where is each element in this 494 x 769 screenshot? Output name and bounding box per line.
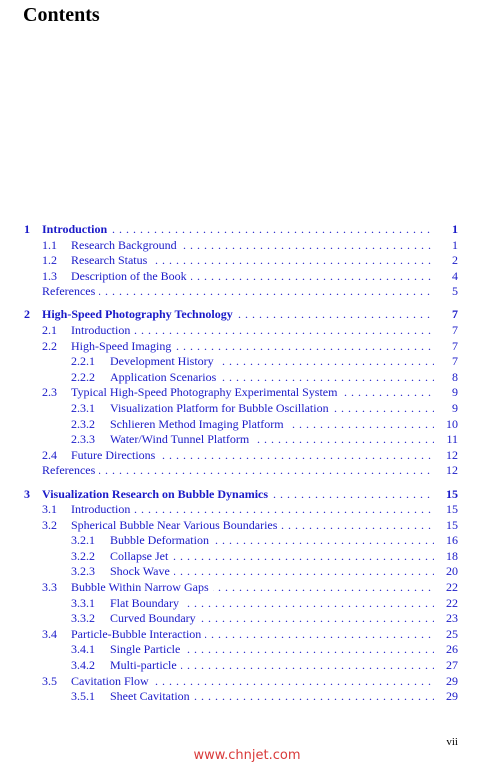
toc-entry-label: [110, 533, 434, 549]
toc-section-entry[interactable]: [0, 642, 494, 658]
toc-entry-title: References: [42, 284, 99, 298]
toc-entry-page: 12: [443, 448, 458, 464]
toc-entry-title: Description of the Book: [71, 269, 191, 283]
toc-section-entry[interactable]: [0, 370, 494, 386]
page-title: Contents: [23, 4, 100, 26]
toc-entry-label: [110, 370, 434, 386]
toc-entry-title: Single Particle: [110, 642, 184, 656]
toc-entry-number: 3.3.2: [71, 611, 95, 626]
toc-section-entry[interactable]: [0, 564, 494, 580]
toc-entry-page: 5: [449, 284, 458, 300]
toc-chapter-entry[interactable]: [0, 307, 494, 323]
toc-section-entry[interactable]: [0, 354, 494, 370]
toc-entry-label: [110, 401, 434, 417]
toc-entry-number: 3.3.1: [71, 595, 95, 610]
toc-entry-label: [110, 642, 434, 658]
toc-entry-page: 7: [449, 354, 458, 370]
toc-entry-title: High-Speed Imaging: [71, 339, 175, 353]
toc-entry-number: 1.3: [42, 268, 57, 283]
toc-entry-number: 3.1: [42, 502, 57, 517]
toc-entry-title: Shock Wave: [110, 564, 174, 578]
toc-entry-label: [71, 253, 434, 269]
toc-entry-label: [110, 596, 434, 612]
toc-chapter-entry[interactable]: [0, 222, 494, 238]
toc-entry-page: 7: [449, 307, 458, 323]
chapter-gap: [0, 300, 494, 308]
toc-entry-page: 9: [449, 385, 458, 401]
toc-entry-title: References: [42, 463, 99, 477]
toc-entry-label: [42, 222, 434, 238]
toc-entry-title: Research Background: [71, 238, 181, 252]
toc-entry-number: 3.2: [42, 517, 57, 532]
toc-entry-page: 29: [443, 674, 458, 690]
toc-entry-number: 1.2: [42, 253, 57, 268]
watermark: www.chnjet.com: [193, 748, 301, 763]
toc-entry-label: [110, 689, 434, 705]
toc-entry-label: [71, 238, 434, 254]
toc-entry-page: 22: [443, 596, 458, 612]
toc-entry-page: 11: [443, 432, 458, 448]
toc-entry-page: 12: [443, 463, 458, 479]
toc-section-entry[interactable]: [0, 253, 494, 269]
toc-entry-label: [71, 448, 434, 464]
toc-references-entry[interactable]: [0, 463, 494, 479]
toc-section-entry[interactable]: [0, 323, 494, 339]
toc-entry-page: 15: [443, 502, 458, 518]
toc-entry-title: Spherical Bubble Near Various Boundaries: [71, 518, 281, 532]
toc-entry-number: 3.5.1: [71, 689, 95, 704]
toc-entry-number: 2.3.3: [71, 432, 95, 447]
toc-entry-title: Bubble Deformation: [110, 533, 213, 547]
toc-entry-title: Visualization Research on Bubble Dynamics: [42, 487, 272, 501]
toc-entry-number: 3.4: [42, 626, 57, 641]
toc-section-entry[interactable]: [0, 689, 494, 705]
toc-entry-label: [71, 339, 434, 355]
toc-entry-number: 2.2.2: [71, 369, 95, 384]
toc-entry-label: [42, 487, 434, 503]
toc-section-entry[interactable]: [0, 658, 494, 674]
toc-entry-label: [71, 502, 434, 518]
toc-entry-title: Curved Boundary: [110, 611, 200, 625]
toc-entry-page: 10: [443, 417, 458, 433]
toc-entry-number: 2.2.1: [71, 354, 95, 369]
toc-section-entry[interactable]: [0, 611, 494, 627]
toc-entry-page: 20: [443, 564, 458, 580]
toc-entry-page: 27: [443, 658, 458, 674]
toc-entry-number: 2.3.1: [71, 401, 95, 416]
toc-entry-title: Typical High-Speed Photography Experimental System: [71, 385, 341, 399]
toc-section-entry[interactable]: [0, 533, 494, 549]
toc-entry-page: 7: [449, 323, 458, 339]
toc-entry-label: [71, 518, 434, 534]
chapter-gap: [0, 479, 494, 487]
table-of-contents: [0, 222, 494, 705]
toc-entry-page: 15: [443, 518, 458, 534]
toc-entry-title: Development History: [110, 354, 218, 368]
toc-entry-number: 2.2: [42, 338, 57, 353]
toc-entry-label: [110, 658, 434, 674]
toc-entry-number: 2.3.2: [71, 416, 95, 431]
toc-entry-page: 23: [443, 611, 458, 627]
toc-entry-page: 1: [449, 238, 458, 254]
toc-entry-title: Research Status: [71, 253, 151, 267]
toc-entry-label: [110, 354, 434, 370]
toc-section-entry[interactable]: [0, 339, 494, 355]
toc-entry-page: 2: [449, 253, 458, 269]
toc-entry-number: 3.4.1: [71, 642, 95, 657]
toc-entry-number: 2.4: [42, 447, 57, 462]
toc-references-entry[interactable]: [0, 284, 494, 300]
toc-section-entry[interactable]: [0, 417, 494, 433]
toc-entry-label: [110, 432, 434, 448]
toc-entry-page: 22: [443, 580, 458, 596]
toc-entry-label: [71, 385, 434, 401]
toc-section-entry[interactable]: [0, 674, 494, 690]
toc-section-entry[interactable]: [0, 580, 494, 596]
toc-section-entry[interactable]: [0, 502, 494, 518]
toc-entry-page: 7: [449, 339, 458, 355]
toc-entry-title: Bubble Within Narrow Gaps: [71, 580, 213, 594]
toc-entry-title: Introduction: [71, 502, 134, 516]
toc-entry-number: 3.2.1: [71, 533, 95, 548]
toc-entry-page: 1: [449, 222, 458, 238]
toc-entry-number: 1: [24, 222, 30, 236]
toc-entry-page: 29: [443, 689, 458, 705]
page-number: vii: [446, 736, 458, 748]
toc-entry-label: [110, 549, 434, 565]
toc-entry-page: 8: [449, 370, 458, 386]
toc-entry-title: Introduction: [71, 323, 134, 337]
toc-entry-title: Schlieren Method Imaging Platform: [110, 417, 288, 431]
toc-entry-title: Cavitation Flow: [71, 674, 153, 688]
toc-entry-title: Multi-particle: [110, 658, 181, 672]
toc-section-entry[interactable]: [0, 448, 494, 464]
toc-entry-page: 26: [443, 642, 458, 658]
toc-entry-label: [110, 417, 434, 433]
toc-entry-number: 2.1: [42, 323, 57, 338]
toc-section-entry[interactable]: [0, 596, 494, 612]
toc-entry-page: 9: [449, 401, 458, 417]
toc-entry-number: 3.5: [42, 673, 57, 688]
toc-entry-number: 3.2.2: [71, 548, 95, 563]
toc-entry-title: High-Speed Photography Technology: [42, 307, 237, 321]
toc-section-entry[interactable]: [0, 627, 494, 643]
toc-entry-title: Flat Boundary: [110, 596, 183, 610]
toc-entry-title: Application Scenarios: [110, 370, 220, 384]
toc-entry-label: [71, 269, 434, 285]
toc-section-entry[interactable]: [0, 385, 494, 401]
toc-entry-title: Particle-Bubble Interaction: [71, 627, 205, 641]
toc-section-entry[interactable]: [0, 518, 494, 534]
toc-section-entry[interactable]: [0, 269, 494, 285]
toc-entry-label: [71, 674, 434, 690]
toc-entry-number: 3: [24, 486, 30, 501]
toc-entry-page: 25: [443, 627, 458, 643]
toc-entry-number: 3.2.3: [71, 564, 95, 579]
toc-section-entry[interactable]: [0, 401, 494, 417]
toc-entry-label: [71, 627, 434, 643]
toc-entry-page: 15: [443, 487, 458, 503]
toc-entry-label: [42, 307, 434, 323]
toc-entry-title: Water/Wind Tunnel Platform: [110, 432, 253, 446]
toc-entry-title: Sheet Cavitation: [110, 689, 194, 703]
toc-chapter-entry[interactable]: [0, 487, 494, 503]
toc-entry-label: [42, 463, 434, 479]
toc-entry-page: 4: [449, 269, 458, 285]
toc-entry-label: [42, 284, 434, 300]
toc-section-entry[interactable]: [0, 238, 494, 254]
toc-entry-page: 16: [443, 533, 458, 549]
toc-section-entry[interactable]: [0, 432, 494, 448]
toc-entry-number: 1.1: [42, 237, 57, 252]
toc-entry-number: 2: [24, 307, 30, 322]
toc-entry-title: Introduction: [42, 222, 111, 236]
toc-entry-page: 18: [443, 549, 458, 565]
toc-entry-number: 2.3: [42, 385, 57, 400]
toc-entry-title: Visualization Platform for Bubble Oscillation: [110, 401, 333, 415]
toc-entry-label: [71, 580, 434, 596]
toc-section-entry[interactable]: [0, 549, 494, 565]
toc-entry-label: [110, 564, 434, 580]
toc-entry-label: [71, 323, 434, 339]
toc-entry-title: Future Directions: [71, 448, 159, 462]
toc-entry-label: [110, 611, 434, 627]
toc-entry-title: Collapse Jet: [110, 549, 172, 563]
toc-entry-number: 3.3: [42, 580, 57, 595]
toc-entry-number: 3.4.2: [71, 658, 95, 673]
